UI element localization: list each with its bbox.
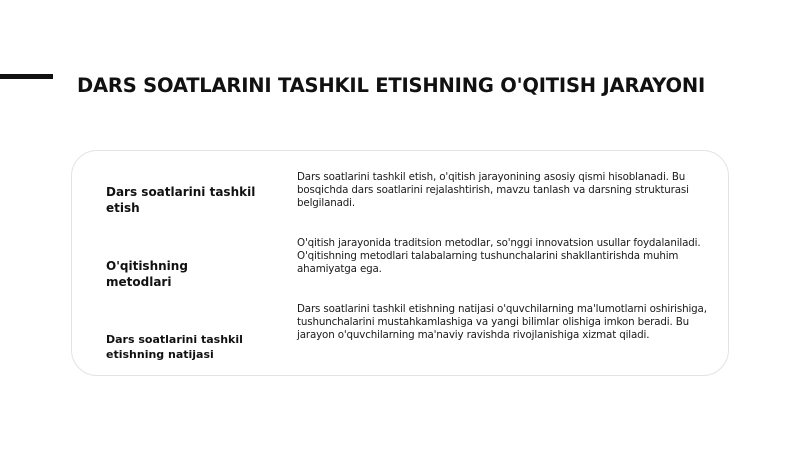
row-label-natija: Dars soatlarini tashkil etishning natijasi [106, 333, 243, 361]
row-description-tashkil-etish: Dars soatlarini tashkil etish, o'qitish jarayonining asosiy qismi hisoblanadi. Bu bosqichda dars soatlarini rejalashtirish, mavzu tanlash va darsning strukturasi belgilanadi. [297, 171, 689, 210]
slide-title: DARS SOATLARINI TASHKIL ETISHNING O'QITISH JARAYONI [77, 74, 706, 97]
row-description-metodlar: O'qitish jarayonida traditsion metodlar, so'nggi innovatsion usullar foydalaniladi. O'qitishning metodlari talabalarning tushunchalarini shakllantirishda muhim ahamiyatga ega. [297, 237, 701, 276]
row-label-metodlar: O'qitishning metodlari [106, 259, 188, 289]
row-label-tashkil-etish: Dars soatlarini tashkil etish [106, 185, 256, 215]
title-accent-bar [0, 74, 53, 79]
row-description-natija: Dars soatlarini tashkil etishning natijasi o'quvchilarning ma'lumotlarni oshirishiga, tushunchalarini mustahkamlashiga va yangi bilimlar olishiga imkon beradi. Bu jarayon o'quvchilarning ma'naviy ravishda rivojlanishiga xizmat qiladi. [297, 303, 707, 342]
